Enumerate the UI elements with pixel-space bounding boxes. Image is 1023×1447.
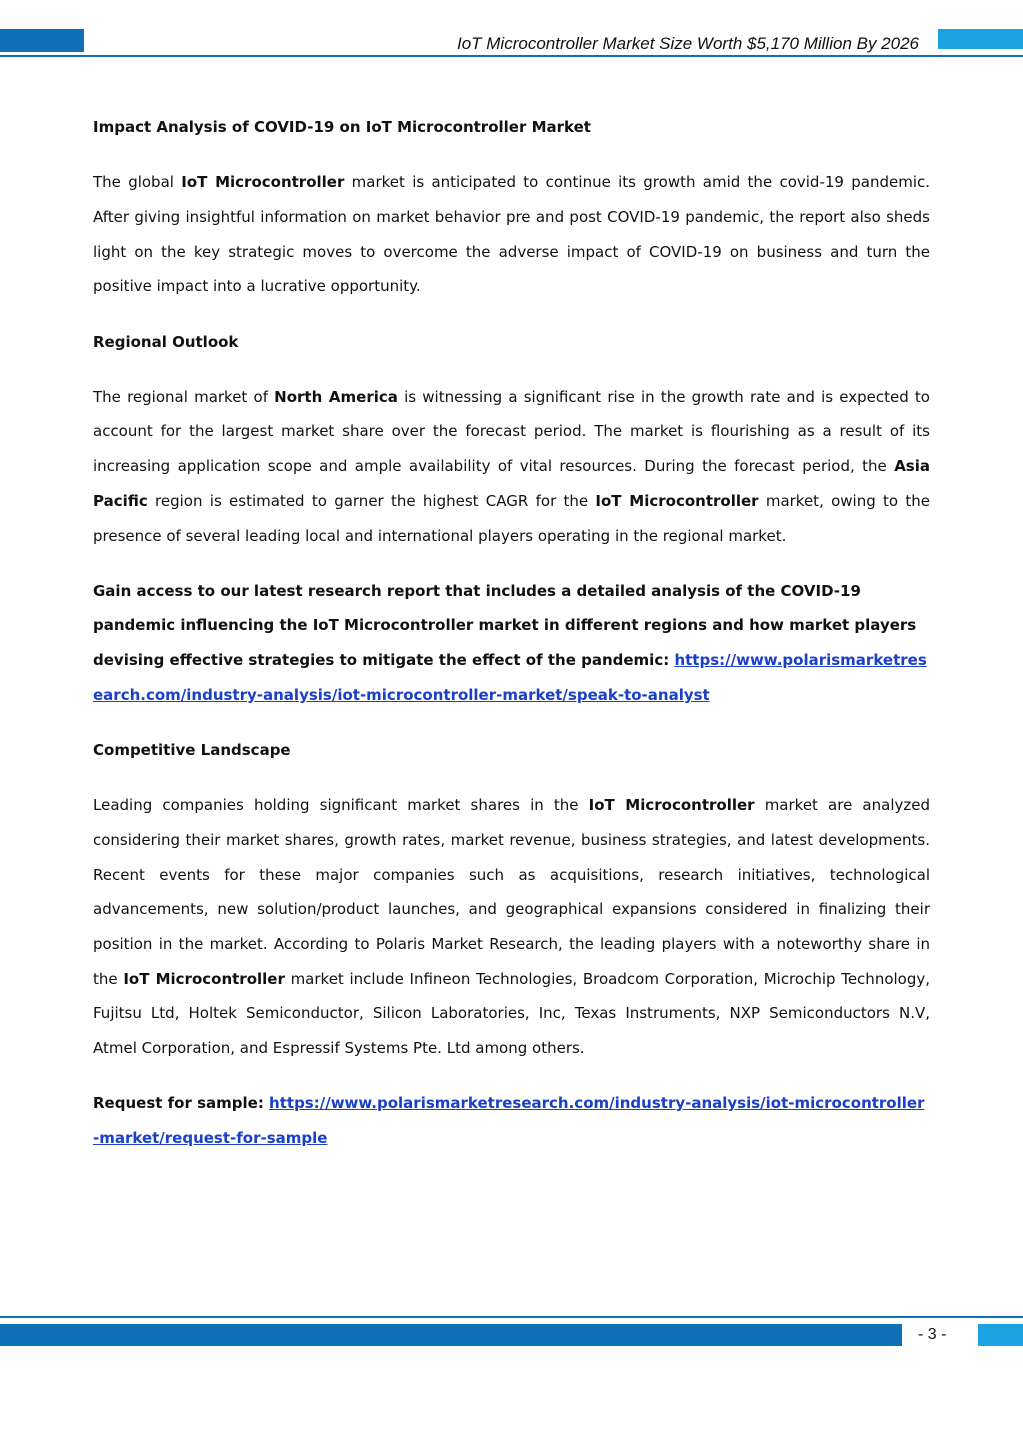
keyword-iot-microcontroller: IoT Microcontroller bbox=[123, 969, 285, 988]
heading-covid-impact: Impact Analysis of COVID-19 on IoT Microcontroller Market bbox=[93, 118, 591, 136]
keyword-asia-pacific: Asia Pacific bbox=[93, 457, 930, 510]
heading-regional-outlook: Regional Outlook bbox=[93, 332, 239, 351]
request-sample-label: Request for sample: bbox=[93, 1094, 270, 1113]
heading-competitive-landscape: Competitive Landscape bbox=[93, 741, 291, 760]
header-accent-block-left bbox=[0, 29, 84, 52]
page-body bbox=[93, 110, 930, 1176]
paragraph-request-sample bbox=[93, 1086, 930, 1155]
header-divider bbox=[0, 55, 1023, 57]
page-number: - 3 - bbox=[918, 1326, 947, 1343]
footer-divider bbox=[0, 1316, 1023, 1318]
request-sample-link[interactable]: https://www.polarismarketresearch.com/industry-analysis/iot-microcontroller-market/request-for-sample bbox=[93, 1094, 925, 1148]
keyword-north-america: North America bbox=[274, 387, 398, 406]
footer-accent-block-right bbox=[978, 1324, 1023, 1346]
header-accent-block-right bbox=[938, 29, 1023, 49]
keyword-iot-microcontroller: IoT Microcontroller bbox=[595, 491, 759, 510]
keyword-iot-microcontroller: IoT Microcontroller bbox=[588, 796, 755, 815]
paragraph-covid-impact: The global IoT Microcontroller market is anticipated to continue its growth amid the covid-19 pandemic. After giving insightful information on market behavior pre and post COVID-19 pandemic, the report also sheds light on the key strategic moves to overcome the adverse impact of COVID-19 on business and turn the positive impact into a lucrative opportunity. bbox=[93, 173, 931, 296]
keyword-iot-microcontroller: IoT Microcontroller bbox=[181, 173, 345, 192]
speak-to-analyst-link[interactable]: https://www.polarismarketresearch.com/industry-analysis/iot-microcontroller-market/speak-to-analyst bbox=[93, 651, 927, 704]
document-title: IoT Microcontroller Market Size Worth $5,170 Million By 2026 bbox=[456, 34, 919, 53]
paragraph-cta-speak-to-analyst: Gain access to our latest research report that includes a detailed analysis of the COVID-19 pandemic influencing the IoT Microcontroller market in different regions and how market players devising effective strategies to mitigate the effect of the pandemic: https://www.polarismarketresearch.com/industry-analysis/iot-microcontroller-market/speak-to-analyst bbox=[93, 581, 927, 704]
paragraph-competitive-landscape: Leading companies holding significant market shares in the IoT Microcontroller market are analyzed considering their market shares, growth rates, market revenue, business strategies, and latest developments. Recent events for these major companies such as acquisitions, research initiatives, technological advancements, new solution/product launches, and geographical expansions considered in finalizing their position in the market. According to Polaris Market Research, the leading players with a noteworthy share in the IoT Microcontroller market include Infineon Technologies, Broadcom Corporation, Microchip Technology, Fujitsu Ltd, Holtek Semiconductor, Silicon Laboratories, Inc, Texas Instruments, NXP Semiconductors N.V, Atmel Corporation, and Espressif Systems Pte. Ltd among others. bbox=[93, 796, 931, 1058]
footer-accent-bar bbox=[0, 1324, 902, 1346]
paragraph-regional-outlook: The regional market of North America is witnessing a significant rise in the growth rate and is expected to account for the largest market share over the forecast period. The market is flourishing as a result of its increasing application scope and ample availability of vital resources. During the forecast period, the Asia Pacific region is estimated to garner the highest CAGR for the IoT Microcontroller market, owing to the presence of several leading local and international players operating in the regional market. bbox=[93, 387, 930, 545]
